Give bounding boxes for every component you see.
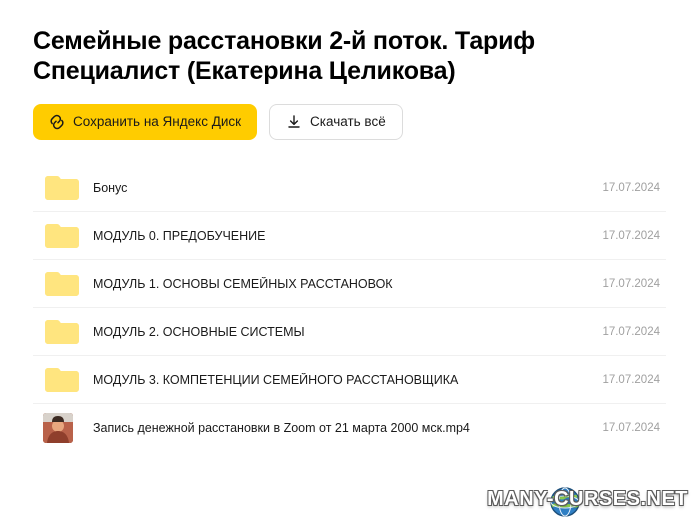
download-all-label: Скачать всё [310, 114, 386, 130]
table-row[interactable] [33, 356, 666, 404]
file-name: Бонус [93, 180, 128, 195]
folder-icon [43, 221, 81, 251]
download-icon [286, 114, 302, 130]
table-row[interactable] [33, 212, 666, 260]
file-date: 17.07.2024 [602, 277, 660, 290]
table-row[interactable] [33, 164, 666, 212]
save-to-yandex-disk-label: Сохранить на Яндекс Диск [73, 114, 242, 130]
watermark-text-right: URSES.NET [569, 488, 688, 510]
file-name: МОДУЛЬ 0. ПРЕДОБУЧЕНИЕ [93, 228, 266, 243]
file-date: 17.07.2024 [602, 373, 660, 386]
file-name: МОДУЛЬ 3. КОМПЕТЕНЦИИ СЕМЕЙНОГО РАССТАНОВЩИКА [93, 372, 459, 387]
folder-icon [43, 269, 81, 299]
table-row[interactable] [33, 404, 666, 452]
file-icon-cell [39, 413, 93, 443]
folder-icon [43, 317, 81, 347]
save-to-yandex-disk-button[interactable] [33, 104, 257, 140]
file-name: МОДУЛЬ 1. ОСНОВЫ СЕМЕЙНЫХ РАССТАНОВОК [93, 276, 393, 291]
file-icon-cell [39, 173, 93, 203]
table-row[interactable] [33, 260, 666, 308]
file-date: 17.07.2024 [602, 422, 660, 434]
file-icon-cell [39, 269, 93, 299]
action-toolbar [33, 104, 670, 140]
disk-icon [49, 114, 65, 130]
video-thumbnail [43, 413, 73, 443]
page-title: Семейные расстановки 2-й поток. Тариф Специалист (Екатерина Целикова) [33, 27, 535, 85]
file-icon-cell [39, 365, 93, 395]
watermark-text-left: MANY-C [487, 488, 570, 510]
folder-icon [43, 173, 81, 203]
watermark [487, 488, 688, 511]
file-icon-cell [39, 317, 93, 347]
folder-icon [43, 365, 81, 395]
file-name: МОДУЛЬ 2. ОСНОВНЫЕ СИСТЕМЫ [93, 324, 305, 339]
file-icon-cell [39, 221, 93, 251]
file-name: Запись денежной расстановки в Zoom от 21 марта 2000 мск.mp4 [93, 421, 470, 435]
file-date: 17.07.2024 [602, 229, 660, 242]
table-row[interactable] [33, 308, 666, 356]
download-all-button[interactable] [269, 104, 403, 140]
file-date: 17.07.2024 [602, 325, 660, 338]
file-date: 17.07.2024 [602, 181, 660, 194]
file-list [33, 164, 666, 452]
